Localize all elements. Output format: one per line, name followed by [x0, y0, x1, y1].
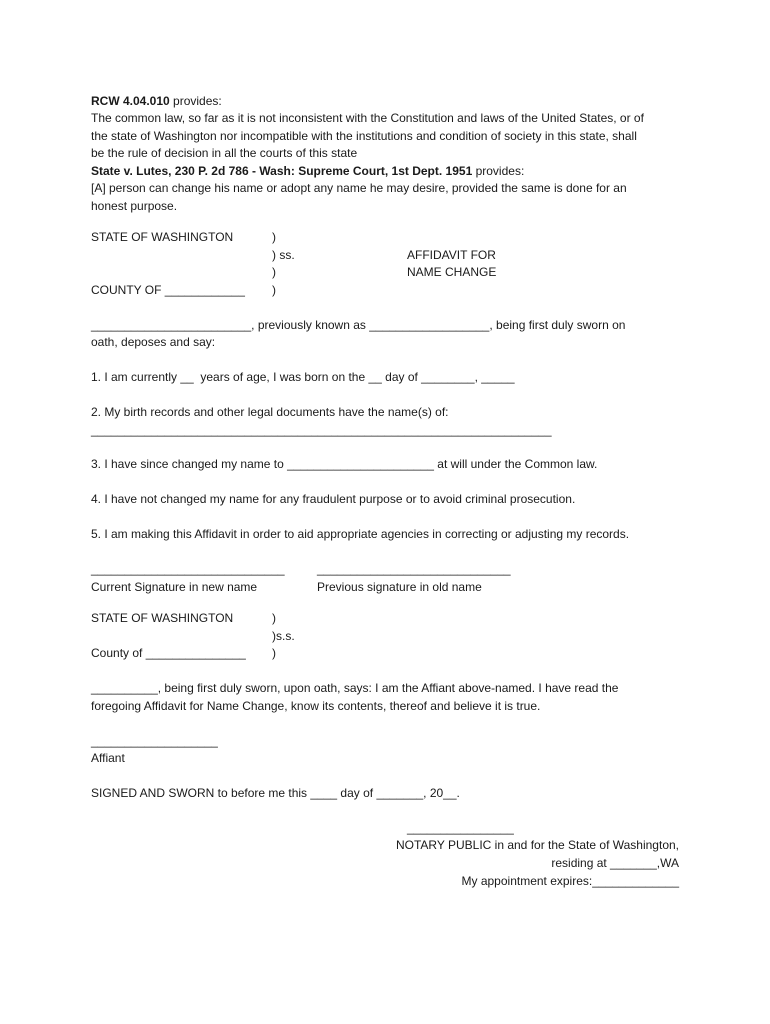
venue-paren: )	[272, 230, 276, 244]
affiant-signature-line: ___________________	[91, 734, 218, 748]
venue2-paren: )	[272, 646, 276, 660]
notary-expires: My appointment expires:_____________	[461, 874, 679, 888]
statement-1: 1. I am currently __ years of age, I was born on the __ day of ________, _____	[91, 370, 515, 384]
case-text-line-1: [A] person can change his name or adopt any name he may desire, provided the same is done for an	[91, 181, 627, 195]
venue2-ss: )s.s.	[272, 629, 295, 643]
oath-line-2: foregoing Affidavit for Name Change, know its contents, thereof and believe it is true.	[91, 699, 541, 713]
rcw-text-line-2: the state of Washington nor incompatible with the institutions and condition of society in this state, shall	[91, 129, 637, 143]
statement-2-blank: _____________________________________________________________________	[91, 423, 552, 437]
notary-signature-line: ________________	[407, 821, 514, 835]
oath-line-1: __________, being first duly sworn, upon oath, says: I am the Affiant above-named. I have read the	[91, 681, 619, 695]
venue-ss: ) ss.	[272, 248, 295, 262]
rcw-heading	[91, 93, 222, 110]
intro-line-1: ________________________, previously known as __________________, being first duly sworn on	[91, 318, 626, 332]
intro-line-2: oath, deposes and say:	[91, 335, 216, 349]
previous-signature-line: _____________________________	[317, 562, 511, 576]
case-heading	[91, 163, 524, 180]
rcw-text-line-1: The common law, so far as it is not inconsistent with the Constitution and laws of the United States, or of	[91, 111, 644, 125]
rcw-provides: provides:	[169, 94, 222, 108]
venue-state: STATE OF WASHINGTON	[91, 230, 234, 244]
affiant-label: Affiant	[91, 751, 125, 765]
affidavit-title-line-1: AFFIDAVIT FOR	[407, 248, 496, 262]
rcw-title: RCW 4.04.010	[91, 94, 170, 108]
case-provides: provides:	[472, 164, 525, 178]
venue-paren: )	[272, 283, 276, 297]
venue2-paren: )	[272, 611, 276, 625]
venue-paren: )	[272, 265, 276, 279]
statement-5: 5. I am making this Affidavit in order to aid appropriate agencies in correcting or adjusting my records.	[91, 527, 630, 541]
statement-4: 4. I have not changed my name for any fraudulent purpose or to avoid criminal prosecution.	[91, 492, 576, 506]
case-text-line-2: honest purpose.	[91, 199, 178, 213]
current-signature-label: Current Signature in new name	[91, 580, 258, 594]
case-title: State v. Lutes, 230 P. 2d 786 - Wash: Supreme Court, 1st Dept. 1951	[91, 164, 473, 178]
statement-3: 3. I have since changed my name to ______________________ at will under the Common law.	[91, 457, 598, 471]
venue-county: COUNTY OF ____________	[91, 283, 245, 297]
statement-2: 2. My birth records and other legal documents have the name(s) of:	[91, 405, 449, 419]
notary-public: NOTARY PUBLIC in and for the State of Washington,	[395, 838, 679, 852]
venue2-state: STATE OF WASHINGTON	[91, 611, 234, 625]
venue2-county: County of _______________	[91, 646, 246, 660]
current-signature-line: _____________________________	[91, 562, 285, 576]
signed-sworn: SIGNED AND SWORN to before me this ____ day of _______, 20__.	[91, 786, 460, 800]
previous-signature-label: Previous signature in old name	[317, 580, 482, 594]
rcw-text-line-3: be the rule of decision in all the courts of this state	[91, 146, 358, 160]
notary-residing: residing at _______,WA	[551, 856, 679, 870]
affidavit-title-line-2: NAME CHANGE	[407, 265, 497, 279]
